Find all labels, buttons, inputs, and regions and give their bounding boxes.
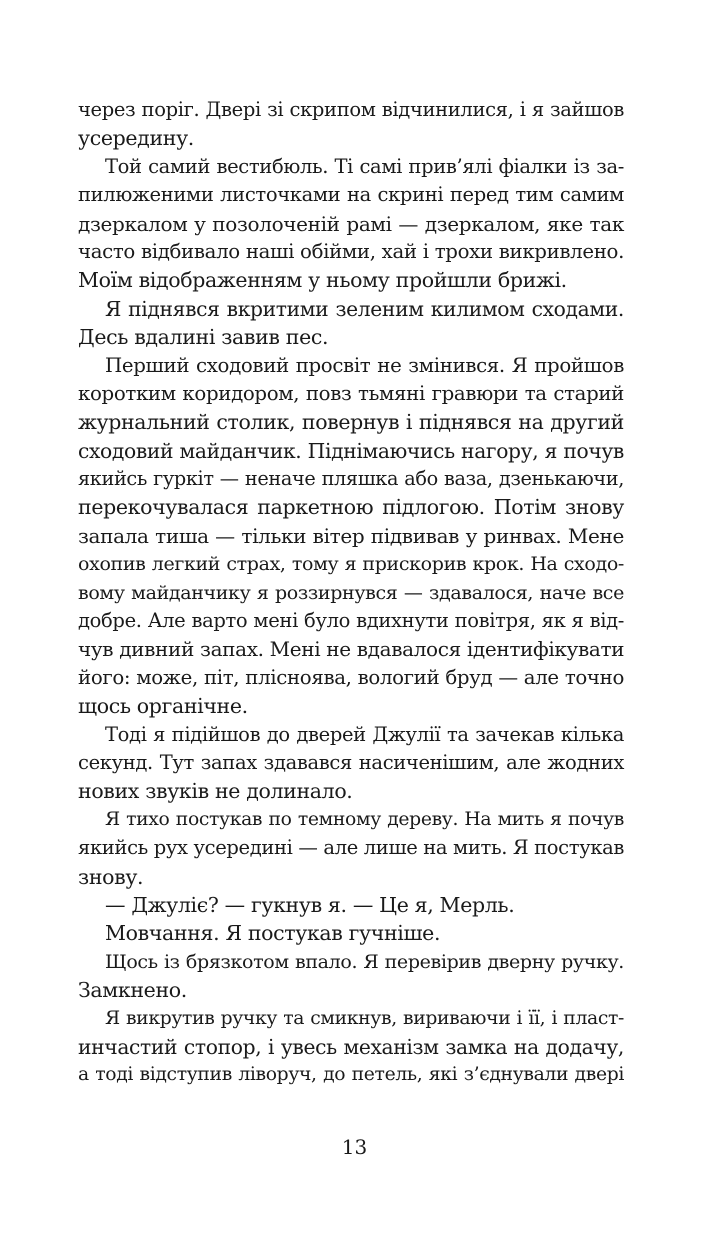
page-number: 13	[341, 1135, 368, 1159]
text-line: дзеркалом у позолоченій рамі — дзеркалом, яке так	[78, 211, 624, 236]
text-line: чув дивний запах. Мені не вдавалося ідентифікувати	[78, 637, 625, 662]
text-line: сходовий майданчик. Піднімаючись нагору, я почув	[78, 438, 624, 463]
text-line: якийсь гуркіт — неначе пляшка або ваза, дзенькаючи,	[78, 467, 624, 491]
text-line: часто відбивало наші обійми, хай і трохи викривлено.	[78, 239, 624, 263]
text-line: — Джуліє? — гукнув я. — Це я, Мерль.	[105, 892, 515, 917]
text-line: якийсь рух усередині — але лише на мить. Я постукав	[78, 836, 625, 860]
text-line: журнальний столик, повернув і піднявся на другий	[78, 410, 624, 435]
text-line: добре. Але варто мені було вдихнути повітря, як я від-	[78, 609, 624, 633]
text-line: нових звуків не долинало.	[78, 779, 353, 804]
text-line: через поріг. Двері зі скрипом відчинилися, і я зайшов	[78, 98, 624, 121]
text-line: Моїм відображенням у ньому пройшли брижі.	[78, 268, 567, 293]
text-line: перекочувалася паркетною підлогою. Потім знову	[78, 495, 624, 520]
text-line: пилюженими листочками на скрині перед тим самим	[78, 183, 624, 207]
text-line: Перший сходовий просвіт не змінився. Я пройшов	[105, 353, 624, 377]
book-page-text	[78, 96, 624, 1090]
text-line: охопив легкий страх, тому я прискорив крок. На сходо-	[78, 553, 624, 576]
text-line: Щось із брязкотом впало. Я перевірив дверну ручку.	[105, 950, 624, 973]
text-line: Тоді я підійшов до дверей Джулії та зачекав кілька	[105, 722, 624, 746]
text-line: запала тиша — тільки вітер підвивав у ринвах. Мене	[78, 523, 624, 548]
text-line: вому майданчику я роззирнувся — здавалося, наче все	[78, 581, 624, 604]
text-line: Я тихо постукав по темному дереву. На мить я почув	[105, 808, 624, 830]
text-line: Я піднявся вкритими зеленим килимом сходами.	[105, 296, 624, 321]
text-line: знову.	[78, 864, 144, 889]
text-line: Замкнено.	[78, 978, 187, 1003]
text-line: Той самий вестибюль. Ті самі прив’ялі фіалки із за-	[105, 154, 624, 178]
text-line: щось органічне.	[78, 694, 248, 719]
text-line: коротким коридором, повз тьмяні гравюри та старий	[78, 381, 624, 405]
text-line: Мовчання. Я постукав гучніше.	[105, 921, 441, 946]
text-line: инчастий стопор, і увесь механізм замка на додачу,	[78, 1034, 624, 1059]
text-line: Десь вдалині завив пес.	[78, 325, 329, 350]
text-line: а тоді відступив ліворуч, до петель, які з’єднували двері	[78, 1064, 624, 1086]
text-line: його: може, піт, плісноява, вологий бруд — але точно	[78, 665, 624, 689]
text-line: усередину.	[78, 126, 194, 151]
text-line: Я викрутив ручку та смикнув, вириваючи і її, і пласт-	[105, 1007, 624, 1029]
text-line: секунд. Тут запах здавався насиченішим, але жодних	[78, 750, 624, 774]
